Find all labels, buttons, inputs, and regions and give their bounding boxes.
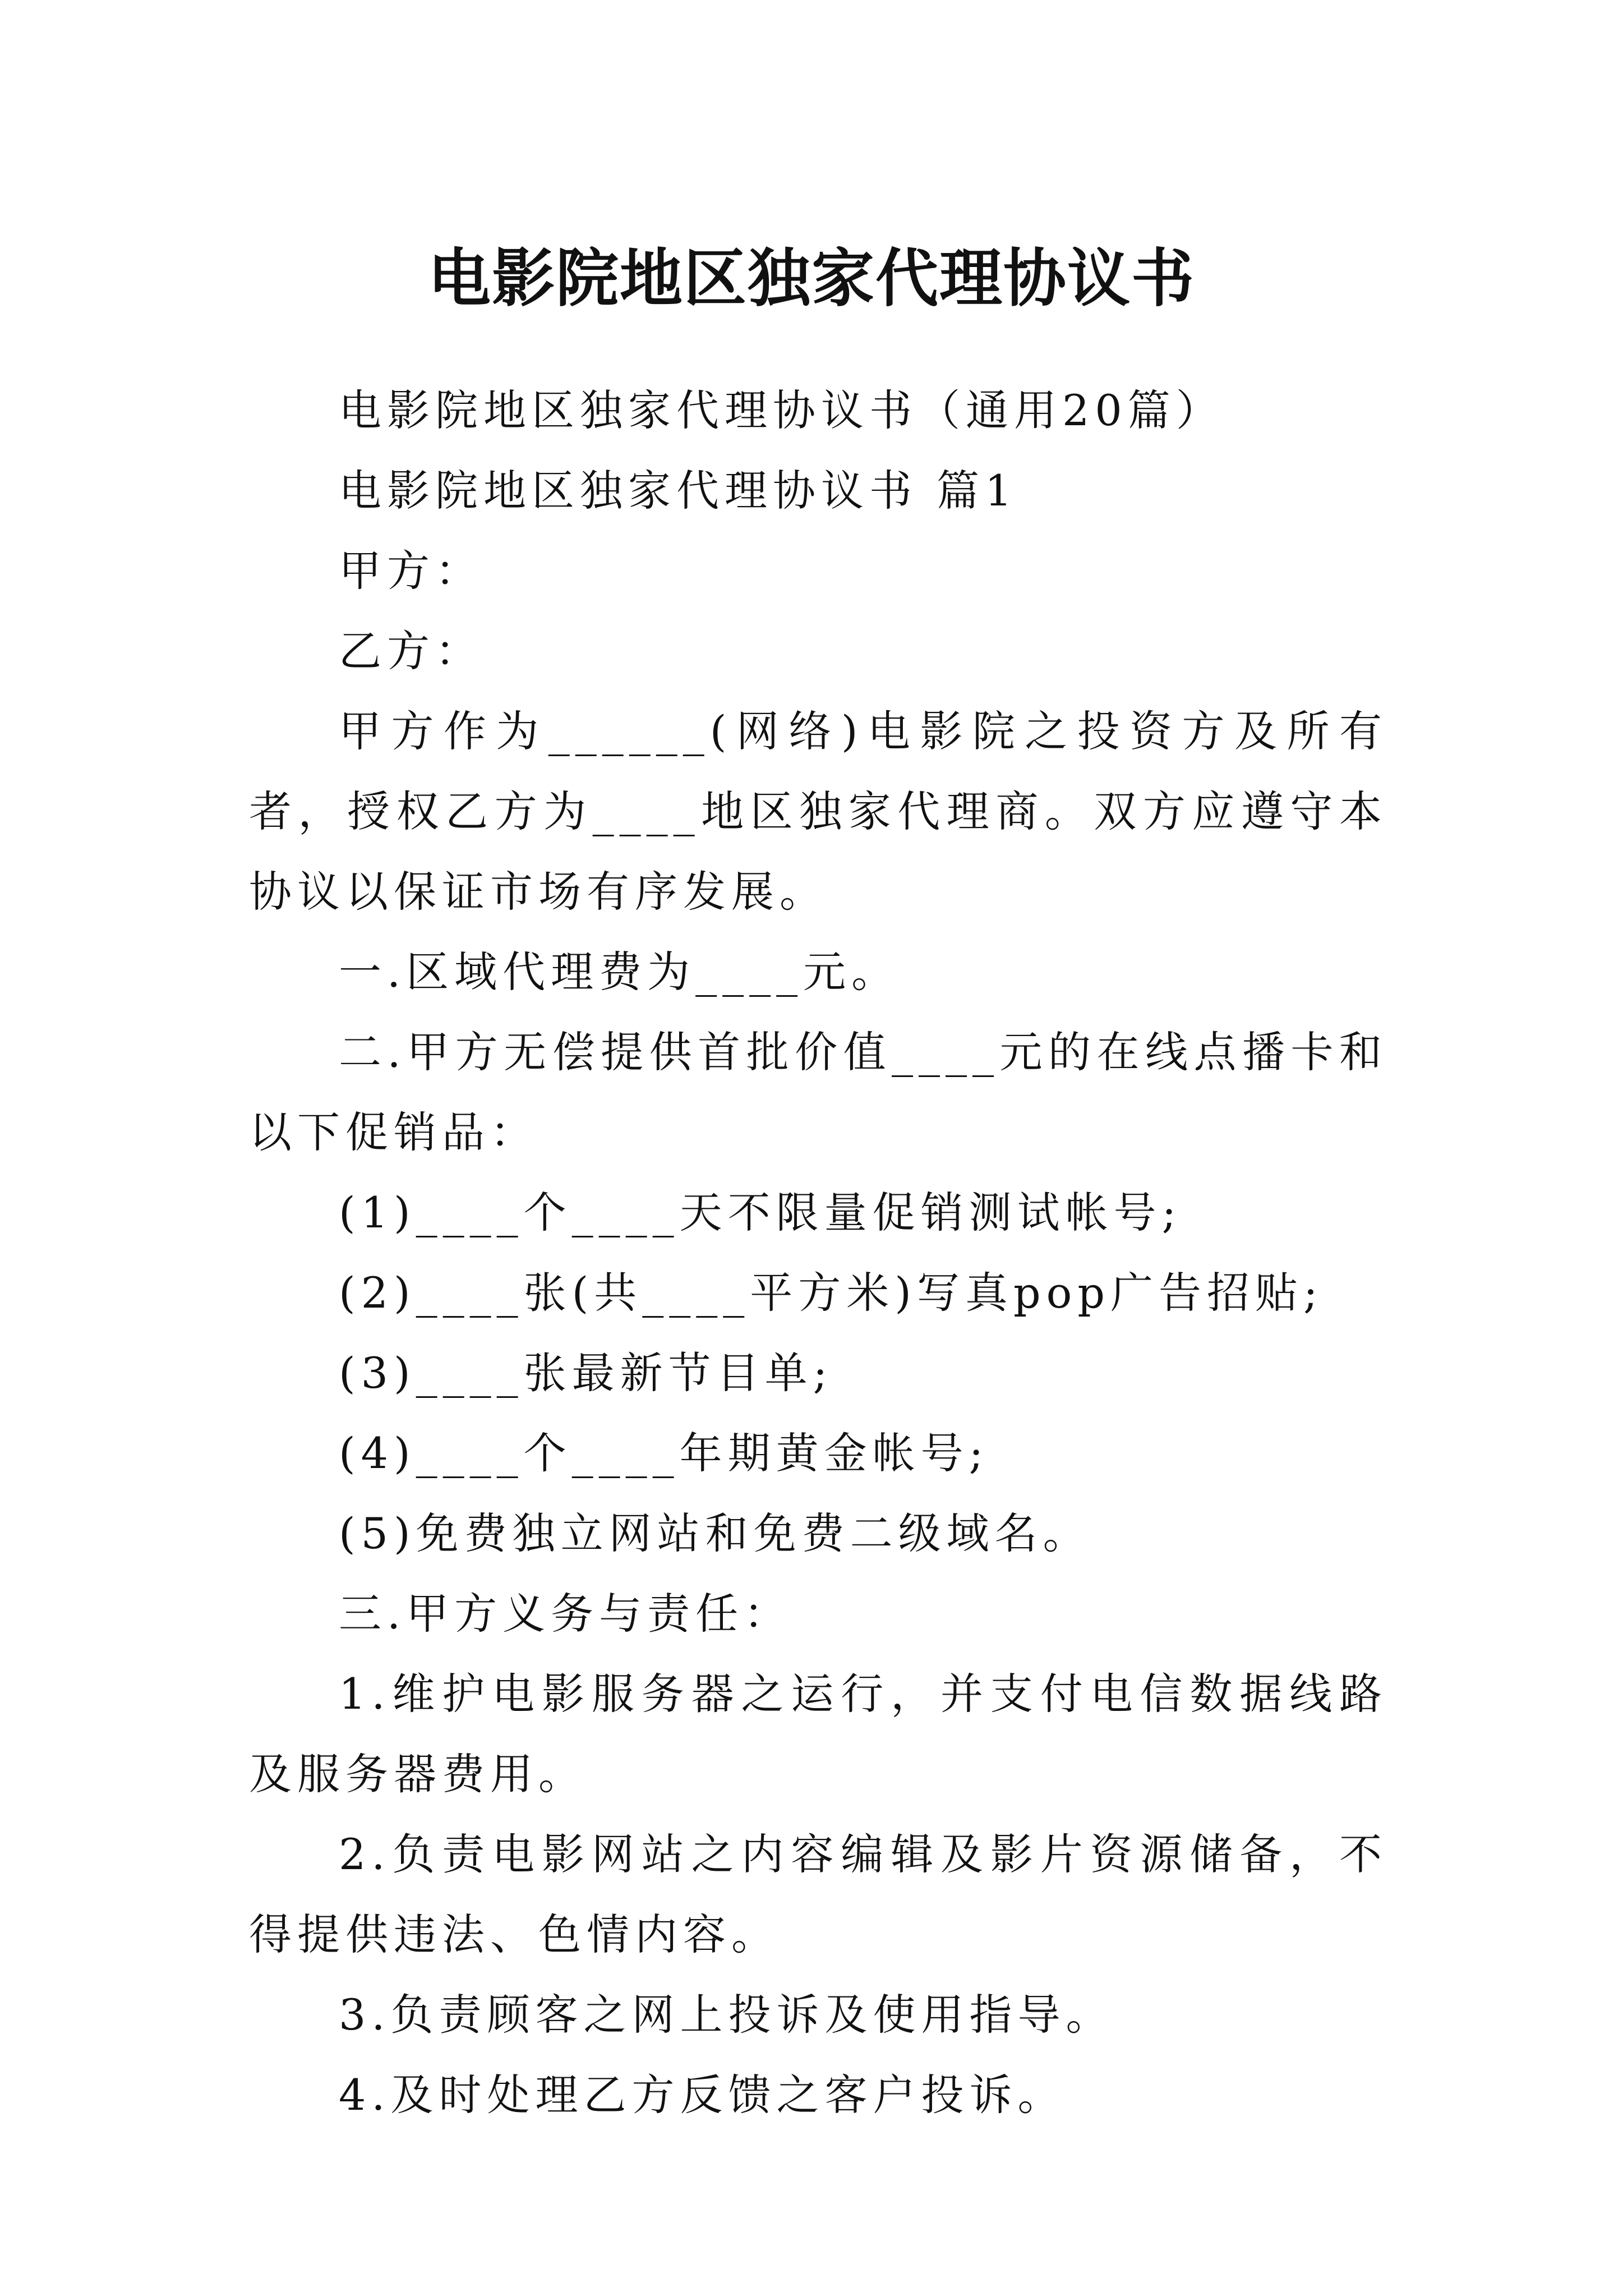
paragraph-authorization: 甲方作为______(网络)电影院之投资方及所有者，授权乙方为____地区独家代理商。双方应遵守本协议以保证市场有序发展。 bbox=[249, 706, 1387, 917]
paragraph-item-1: (1)____个____天不限量促销测试帐号; bbox=[339, 1188, 1182, 1237]
document-body bbox=[249, 370, 1387, 2135]
paragraph-section-heading: 电影院地区独家代理协议书 篇1 bbox=[339, 466, 1018, 516]
paragraph-item-5: (5)免费独立网站和免费二级域名。 bbox=[339, 1508, 1091, 1558]
paragraph-item-4: (4)____个____年期黄金帐号; bbox=[339, 1428, 989, 1478]
paragraph-item-2: (2)____张(共____平方米)写真pop广告招贴; bbox=[339, 1268, 1324, 1318]
paragraph-duty-1: 1.维护电影服务器之运行，并支付电信数据线路及服务器费用。 bbox=[249, 1669, 1387, 1799]
paragraph-duty-2: 2.负责电影网站之内容编辑及影片资源储备，不得提供违法、色情内容。 bbox=[249, 1829, 1387, 1959]
paragraph-subtitle: 电影院地区独家代理协议书（通用20篇） bbox=[339, 385, 1224, 435]
document-title: 电影院地区独家代理协议书 bbox=[428, 242, 1195, 316]
paragraph-duty-4: 4.及时处理乙方反馈之客户投诉。 bbox=[339, 2070, 1066, 2120]
paragraph-clause-3: 三.甲方义务与责任： bbox=[339, 1589, 792, 1639]
paragraph-party-b: 乙方： bbox=[339, 626, 483, 676]
paragraph-clause-1: 一.区域代理费为____元。 bbox=[339, 947, 900, 997]
paragraph-duty-3: 3.负责顾客之网上投诉及使用指导。 bbox=[339, 1990, 1114, 2040]
paragraph-party-a: 甲方： bbox=[339, 546, 483, 596]
paragraph-item-3: (3)____张最新节目单; bbox=[339, 1348, 833, 1398]
paragraph-clause-2: 二.甲方无偿提供首批价值____元的在线点播卡和以下促销品： bbox=[249, 1027, 1387, 1157]
